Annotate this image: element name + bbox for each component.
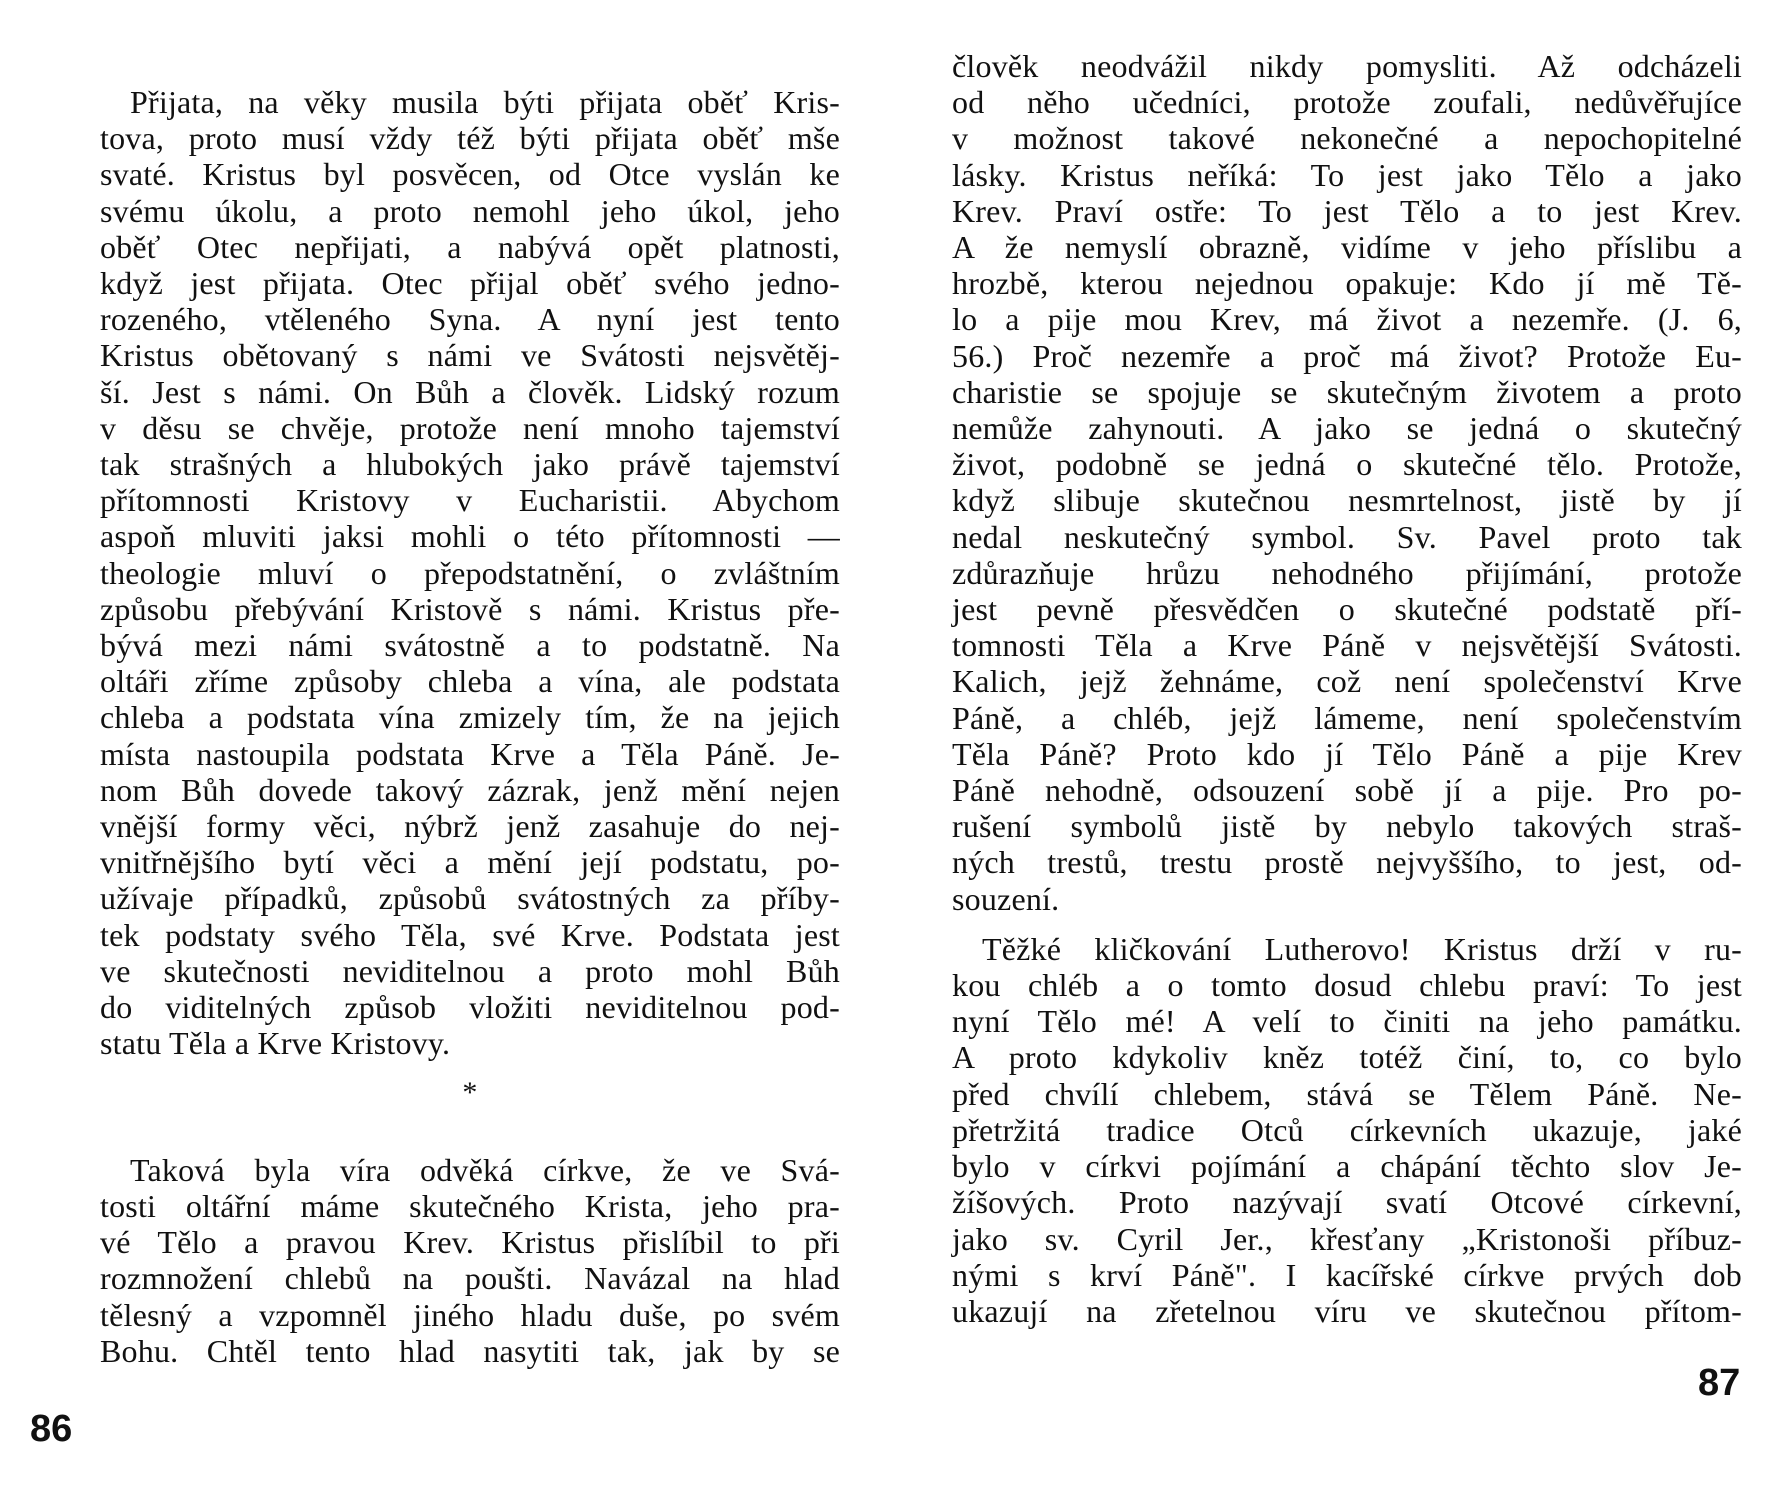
text-line: statu Těla a Krve Kristovy. [100, 1025, 451, 1062]
left-paragraph-1 [100, 84, 840, 1061]
text-line: přetržitá tradice Otců církevních ukazuje, jaké [952, 1111, 1742, 1148]
text-line: užívaje případků, způsobů svátostných za příby- [100, 880, 840, 917]
text-line: ve skutečnosti neviditelnou a proto mohl Bůh [100, 952, 840, 989]
text-line: oltáři zříme způsoby chleba a vína, ale podstata [100, 663, 840, 700]
text-line: tova, proto musí vždy též býti přijata oběť mše [100, 120, 840, 157]
text-line: lásky. Kristus neříká: To jest jako Tělo a jako [952, 156, 1742, 193]
right-paragraph-1 [952, 48, 1742, 917]
right-paragraph-2 [952, 931, 1742, 1329]
text-line: Páně, a chléb, jejž lámeme, není společenstvím [952, 699, 1742, 736]
text-line: kou chléb a o tomto dosud chlebu praví: To jest [952, 967, 1742, 1004]
text-line: v děsu se chvěje, protože není mnoho tajemství [100, 409, 840, 446]
page-number: 86 [30, 1408, 73, 1450]
text-line: nom Bůh dovede takový zázrak, jenž mění nejen [100, 771, 840, 808]
text-line: ných trestů, trestu prostě nejvyššího, to jest, od- [952, 844, 1742, 881]
text-line: do viditelných způsob vložiti neviditelnou pod- [100, 989, 840, 1026]
text-line: lo a pije mou Krev, má život a nezemře. (J. 6, [952, 301, 1742, 338]
text-line: přítomnosti Kristovy v Eucharistii. Abychom [100, 482, 840, 519]
text-line: tak strašných a hlubokých jako právě tajemství [100, 446, 840, 483]
text-line: tosti oltářní máme skutečného Krista, jeho pra- [100, 1187, 840, 1224]
text-line: místa nastoupila podstata Krve a Těla Páně. Je- [100, 735, 840, 772]
text-line: Páně nehodně, odsouzení sobě jí a pije. Pro po- [952, 772, 1742, 809]
text-line: když jest přijata. Otec přijal oběť svého jedno- [100, 265, 840, 302]
text-line: Těžké kličkování Lutherovo! Kristus drží v ru- [982, 930, 1742, 967]
text-line: Krev. Praví ostře: To jest Tělo a to jest Krev. [952, 192, 1742, 229]
text-line: hrozbě, kterou nejednou opakuje: Kdo jí mě Tě- [952, 265, 1742, 302]
left-paragraph-2 [100, 1152, 840, 1369]
text-line: vnitřnějšího bytí věci a mění její podstatu, po- [100, 844, 840, 881]
text-line: nemůže zahynouti. A jako se jedná o skutečný [952, 410, 1742, 447]
page-number: 87 [1698, 1362, 1741, 1404]
text-line: Kristus obětovaný s námi ve Svátosti nejsvětěj- [100, 337, 840, 374]
text-line: v možnost takové nekonečné a nepochopitelné [952, 120, 1742, 157]
text-line: theologie mluví o přepodstatnění, o zvláštním [100, 554, 840, 591]
text-line: způsobu přebývání Kristově s námi. Kristus pře- [100, 590, 840, 627]
text-line: od něho učedníci, protože zoufali, nedůvěřujíce [952, 84, 1742, 121]
text-line: zdůrazňuje hrůzu nehodného přijímání, protože [952, 554, 1742, 591]
text-line: když slibuje skutečnou nesmrtelnost, jistě by jí [952, 482, 1742, 519]
paragraph-gap [952, 917, 1742, 931]
text-line: souzení. [952, 880, 1060, 917]
text-line: vé Tělo a pravou Krev. Kristus přislíbil to při [100, 1224, 840, 1261]
text-line: Bohu. Chtěl tento hlad nasytiti tak, jak by se [100, 1332, 840, 1369]
text-line: rušení symbolů jistě by nebylo takových straš- [952, 808, 1742, 845]
text-line: člověk neodvážil nikdy pomysliti. Až odcházeli [952, 48, 1742, 84]
text-line: tek podstaty svého Těla, své Krve. Podstata jest [100, 916, 840, 953]
text-line: bylo v církvi pojímání a chápání těchto slov Je- [952, 1148, 1742, 1185]
text-line: nými s krví Páně". I kacířské církve prvých dob [952, 1256, 1742, 1293]
text-line: A že nemyslí obrazně, vidíme v jeho příslibu a [952, 229, 1742, 266]
text-line: jako sv. Cyril Jer., křesťany „Kristonoši příbuz- [952, 1220, 1742, 1257]
text-line: rozmnožení chlebů na poušti. Navázal na hlad [100, 1260, 840, 1297]
text-line: žíšových. Proto nazývají svatí Otcové církevní, [952, 1184, 1742, 1221]
text-line: oběť Otec nepřijati, a nabývá opět platnosti, [100, 228, 840, 265]
right-text-column [952, 48, 1742, 1329]
text-line: bývá mezi námi svátostně a to podstatně. Na [100, 627, 840, 664]
text-line: před chvílí chlebem, stává se Tělem Páně. Ne- [952, 1075, 1742, 1112]
left-text-column [100, 84, 840, 1369]
text-line: aspoň mluviti jaksi mohli o této přítomnosti — [100, 518, 840, 555]
section-separator-asterisk: * [462, 1076, 478, 1110]
text-line: Taková byla víra odvěká církve, že ve Svá- [130, 1151, 840, 1188]
text-line: vnější formy věci, nýbrž jenž zasahuje do nej- [100, 808, 840, 845]
text-line: A proto kdykoliv kněz totéž činí, to, co bylo [952, 1039, 1742, 1076]
text-line: tomnosti Těla a Krve Páně v nejsvětější Svátosti. [952, 627, 1742, 664]
text-line: charistie se spojuje se skutečným životem a proto [952, 373, 1742, 410]
text-line: 56.) Proč nezemře a proč má život? Protože Eu- [952, 337, 1742, 374]
text-line: jest pevně přesvědčen o skutečné podstatě pří- [952, 591, 1742, 628]
text-line: rozeného, vtěleného Syna. A nyní jest tento [100, 301, 840, 338]
text-line: ší. Jest s námi. On Bůh a člověk. Lidský rozum [100, 373, 840, 410]
text-line: život, podobně se jedná o skutečné tělo. Protože, [952, 446, 1742, 483]
text-line: Kalich, jejž žehnáme, což není společenství Krve [952, 663, 1742, 700]
text-line: ukazují na zřetelnou víru ve skutečnou přítom- [952, 1292, 1742, 1329]
text-line: Přijata, na věky musila býti přijata oběť Kris- [130, 84, 840, 120]
text-line: nedal neskutečný symbol. Sv. Pavel proto tak [952, 518, 1742, 555]
text-line: Těla Páně? Proto kdo jí Tělo Páně a pije Krev [952, 735, 1742, 772]
text-line: svaté. Kristus byl posvěcen, od Otce vyslán ke [100, 156, 840, 193]
text-line: chleba a podstata vína zmizely tím, že na jejich [100, 699, 840, 736]
text-line: tělesný a vzpomněl jiného hladu duše, po svém [100, 1296, 840, 1333]
text-line: svému úkolu, a proto nemohl jeho úkol, jeho [100, 192, 840, 229]
text-line: nyní Tělo mé! A velí to činiti na jeho památku. [952, 1003, 1742, 1040]
